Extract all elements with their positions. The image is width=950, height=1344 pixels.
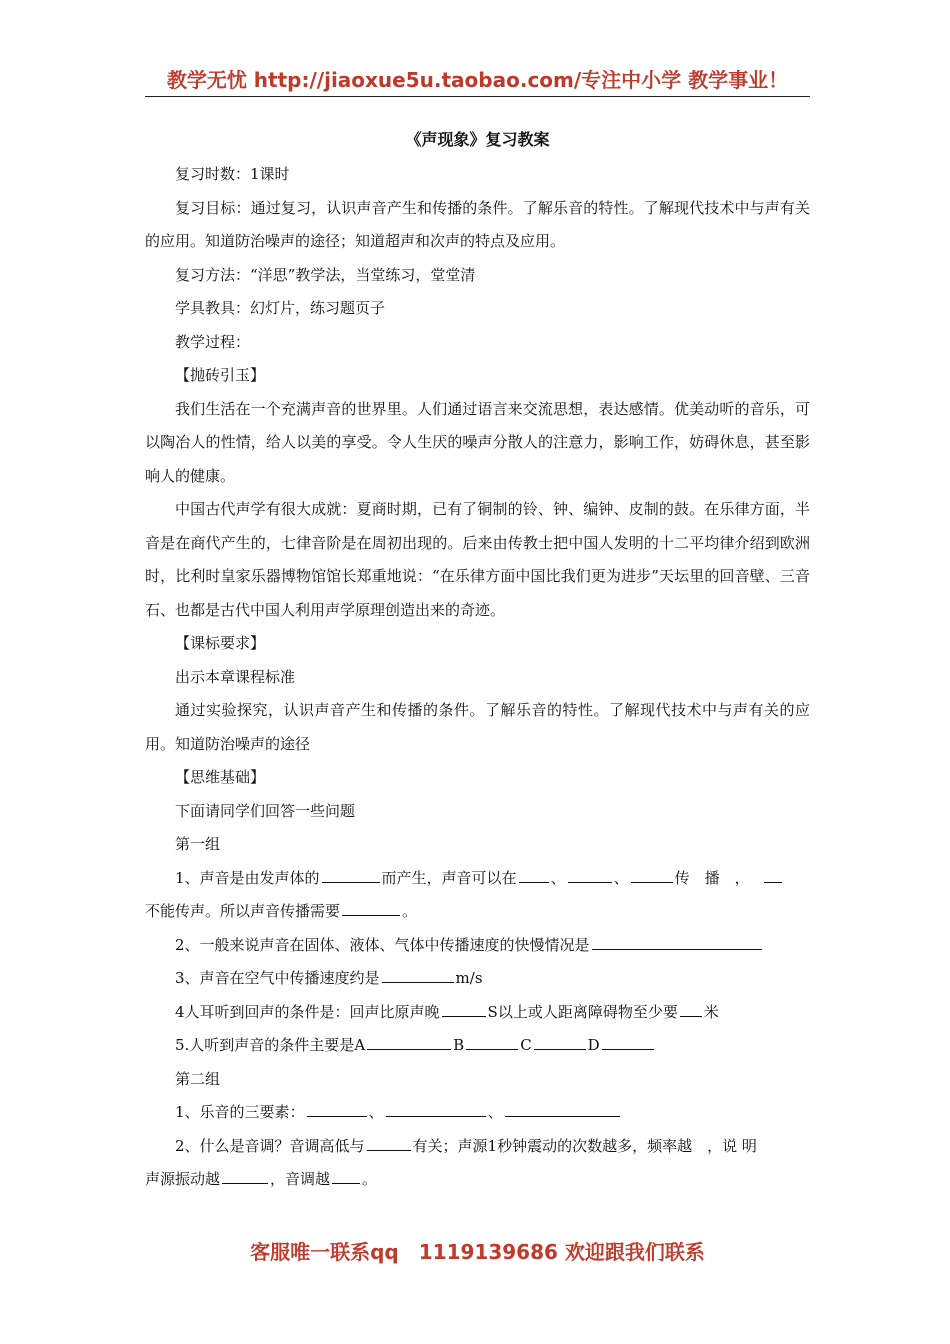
question-g2-2: [145, 1130, 810, 1164]
q-text: 米: [703, 1002, 719, 1021]
standard-intro: 出示本章课程标准: [175, 667, 296, 686]
question-g1-1: [145, 862, 810, 896]
answer-blank[interactable]: [764, 881, 782, 883]
question-g1-2: [145, 929, 810, 963]
answer-blank[interactable]: [222, 1182, 268, 1184]
teaching-process: 教学过程：: [175, 332, 251, 351]
document-title: 《声现象》复习教案: [405, 130, 550, 149]
answer-blank[interactable]: [307, 1115, 367, 1117]
review-tools: 学具教具：幻灯片，练习题页子: [175, 299, 386, 317]
question-g2-1: [145, 1096, 810, 1130]
q-text: 有关；声源1秒钟震动的次数越多，频率越 ，说 明: [412, 1136, 757, 1155]
answer-blank[interactable]: [332, 1182, 360, 1184]
q-text: 4人耳听到回声的条件是：回声比原声晚: [175, 1002, 440, 1021]
thinking-heading: 【思维基础】: [175, 768, 266, 786]
q-text: 3、声音在空气中传播速度约是: [175, 969, 380, 987]
question-g1-4: [145, 996, 810, 1030]
q-text: 5.人听到声音的条件主要是A: [175, 1036, 366, 1054]
intro-paragraph-1: 我们生活在一个充满声音的世界里。人们通过语言来交流思想，表达感情。优美动听的音乐，可以陶冶人的性情，给人以美的享受。令人生厌的噪声分散人的注意力，影响工作，妨碍休息，甚至影响人的健康。: [145, 399, 810, 485]
q-text: 、: [368, 1103, 384, 1121]
thinking-intro: 下面请同学们回答一些问题: [175, 801, 356, 820]
answer-blank[interactable]: [505, 1115, 620, 1117]
answer-blank[interactable]: [382, 981, 454, 983]
question-g1-1-cont: [145, 895, 810, 929]
answer-blank[interactable]: [592, 948, 762, 950]
review-method: 复习方法：“洋思”教学法，当堂练习，堂堂清: [175, 265, 476, 284]
q-text: 不能传声。所以声音传播需要: [145, 902, 341, 920]
group-2-label: 第二组: [175, 1069, 221, 1088]
q-text: 传 播 ，: [674, 868, 750, 887]
q-text: 声源振动越: [145, 1170, 221, 1188]
q-text: 、: [613, 868, 629, 887]
question-g2-2-cont: [145, 1163, 810, 1197]
answer-blank[interactable]: [631, 881, 673, 883]
footer-contact: 客服唯一联系qq 1119139686 欢迎跟我们联系: [250, 1240, 705, 1264]
q-text: 。: [402, 902, 418, 920]
header-divider: [145, 96, 810, 97]
standard-text: 通过实验探究，认识声音产生和传播的条件。了解乐音的特性。了解现代技术中与声有关的应用。知道防治噪声的途径: [145, 701, 810, 753]
q-text: D: [587, 1036, 600, 1054]
question-g1-3: [145, 962, 810, 996]
q-text: S以上或人距离障碍物至少要: [487, 1002, 678, 1021]
q-text: 、: [487, 1103, 503, 1121]
answer-blank[interactable]: [680, 1015, 702, 1017]
answer-blank[interactable]: [466, 1048, 518, 1050]
q-text: m/s: [455, 969, 483, 987]
review-goal: 复习目标：通过复习，认识声音产生和传播的条件。了解乐音的特性。了解现代技术中与声有关的应用。知道防治噪声的途径；知道超声和次声的特点及应用。: [145, 198, 810, 250]
answer-blank[interactable]: [342, 914, 400, 916]
answer-blank[interactable]: [519, 881, 549, 883]
q-text: 2、一般来说声音在固体、液体、气体中传播速度的快慢情况是: [175, 935, 590, 954]
q-text: ，音调越: [270, 1170, 331, 1188]
header-banner: 教学无忧 http://jiaoxue5u.taobao.com/专注中小学 教学事业！: [166, 68, 789, 92]
q-text: 2、什么是音调？音调高低与: [175, 1136, 365, 1155]
answer-blank[interactable]: [534, 1048, 586, 1050]
q-text: B: [453, 1036, 465, 1054]
answer-blank[interactable]: [568, 881, 612, 883]
answer-blank[interactable]: [367, 1149, 411, 1151]
q-text: 而产生，声音可以在: [381, 868, 517, 887]
document-body: [145, 158, 810, 1197]
q-text: 1、声音是由发声体的: [175, 868, 320, 887]
standard-heading: 【课标要求】: [175, 634, 266, 652]
q-text: 。: [362, 1170, 378, 1188]
answer-blank[interactable]: [322, 881, 380, 883]
answer-blank[interactable]: [386, 1115, 486, 1117]
q-text: C: [520, 1036, 532, 1054]
answer-blank[interactable]: [442, 1015, 486, 1017]
intro-paragraph-2: 中国古代声学有很大成就：夏商时期，已有了铜制的铃、钟、编钟、皮制的鼓。在乐律方面，半音是在商代产生的，七律音阶是在周初出现的。后来由传教士把中国人发明的十二平均律介绍到欧洲时，比利时皇家乐器博物馆馆长郑重地说：“在乐律方面中国比我们更为进步”天坛里的回音壁、三音石、也都是古代中国人利用声学原理创造出来的奇迹。: [145, 500, 810, 619]
intro-heading: 【抛砖引玉】: [175, 366, 266, 384]
group-1-label: 第一组: [175, 835, 221, 853]
q-text: 1、乐音的三要素：: [175, 1103, 305, 1121]
q-text: 、: [550, 868, 566, 887]
review-hours: 复习时数：1课时: [175, 165, 290, 183]
answer-blank[interactable]: [602, 1048, 654, 1050]
answer-blank[interactable]: [367, 1048, 451, 1050]
question-g1-5: [145, 1029, 810, 1063]
